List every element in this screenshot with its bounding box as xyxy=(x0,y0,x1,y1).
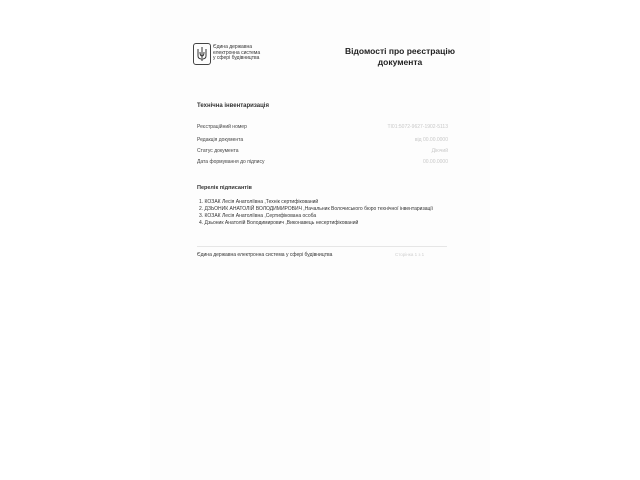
field-label-status: Статус документа xyxy=(197,148,239,154)
title-line: документа xyxy=(377,57,423,67)
signer-item: 4. Дзьоник Анатолій Володимирович ,Виконавець несертифікований xyxy=(199,220,359,226)
field-value-formation-date: 00.00.0000 xyxy=(422,159,448,165)
signer-item: 2. ДЗЬОНИК АНАТОЛІЙ ВОЛОДИМИРОВИЧ ,Начальник Волочиського бюро технічної інвентаризації xyxy=(199,206,433,212)
section-title: Технічна інвентаризація xyxy=(197,103,269,109)
field-value-revision: від 00.00.0000 xyxy=(414,137,448,143)
registry-name xyxy=(213,45,283,62)
signers-title: Перелік підписантів xyxy=(197,185,252,191)
document-page xyxy=(150,0,490,480)
document-title xyxy=(330,46,470,68)
field-label-revision: Редакція документа xyxy=(197,137,244,143)
field-value-status: Діючий xyxy=(431,148,448,154)
signer-item: 1. КОЗАК Лесія Анатоліївна ,Технік сертифікований xyxy=(199,199,319,205)
field-label-registration-number: Реєстраційний номер xyxy=(197,124,247,130)
trident-emblem-icon xyxy=(193,43,211,65)
title-line: Відомості про реєстрацію xyxy=(345,46,455,56)
footer-divider xyxy=(197,246,447,247)
footer-stamp: Сторінка 1 з 1 xyxy=(395,252,425,257)
registry-line: у сфері будівництва xyxy=(213,55,260,61)
registry-line: Єдина державна xyxy=(213,44,253,50)
signer-item: 3. КОЗАК Лесія Анатоліївна ,Сертифікована особа xyxy=(199,213,317,219)
field-label-formation-date: Дата формування до підпису xyxy=(197,159,265,165)
footer-system-name: Єдина державна електронна система у сфері будівництва xyxy=(197,252,333,258)
field-value-registration-number: ТІ01:5072-9627-1902-5113 xyxy=(387,124,448,130)
registry-line: електронна система xyxy=(213,49,261,56)
